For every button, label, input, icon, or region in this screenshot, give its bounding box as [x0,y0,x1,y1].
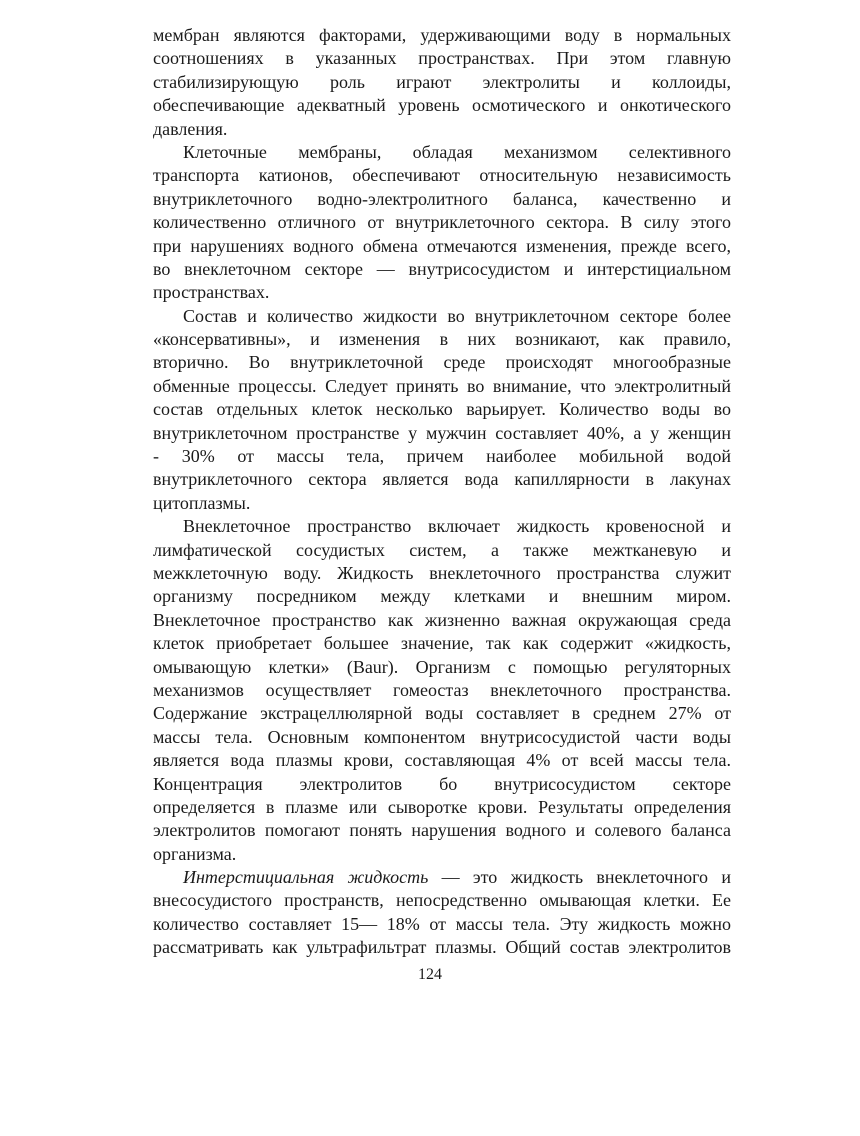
text-line: механизмов осуществляет гомеостаз внеклеточного пространства. [153,679,731,700]
text-line [153,866,731,889]
text-line: стабилизирующую роль играют электролиты и коллоиды, [153,71,731,92]
paragraph-2 [153,141,731,305]
text-line: соотношениях в указанных пространствах. При этом главную [153,48,731,69]
page-number: 124 [418,966,442,983]
text-line: лимфатической сосудистых систем, а также межтканевую и [153,539,731,560]
paragraph-3 [153,305,731,516]
italic-term: Интерстициальная жидкость [183,867,429,888]
text-line: рассматривать как ультрафильтрат плазмы. Общий состав электролитов [153,937,731,958]
text-line: вторично. Во внутриклеточной среде происходят многообразные [153,352,731,373]
text-line: количество составляет 15— 18% от массы тела. Эту жидкость можно [153,913,731,934]
text-line: мембран являются факторами, удерживающими воду в нормальных [153,25,731,45]
text-line: при нарушениях водного обмена отмечаются изменения, прежде всего, [153,235,731,256]
text-line: организма. [153,843,237,864]
text-line: межклеточную воду. Жидкость внеклеточного пространства служит [153,562,731,583]
text-line: во внеклеточном секторе — внутрисосудистом и интерстициальном [153,258,731,279]
text-line: является вода плазмы крови, составляющая 4% от всей массы тела. [153,750,731,771]
text-line: состав отдельных клеток несколько варьирует. Количество воды во [153,399,731,420]
text-line: обеспечивающие адекватный уровень осмотического и онкотического [153,95,731,116]
paragraph-1 [153,24,731,141]
text-line: Внеклеточное пространство как жизненно важная окружающая среда [153,609,731,630]
text-line: Концентрация электролитов бо внутрисосудистом секторе [153,773,731,794]
text-line: «консервативны», и изменения в них возникают, как правило, [153,329,731,350]
text-fragment: — это жидкость внеклеточного и [428,867,731,888]
text-line: цитоплазмы. [153,492,251,513]
text-line: внутриклеточном пространстве у мужчин составляет 40%, а у женщин [153,422,731,443]
text-line: внутриклеточного водно-электролитного баланса, качественно и [153,188,731,209]
text-line: клеток приобретает большее значение, так как содержит «жидкость, [153,633,731,654]
text-line: Состав и количество жидкости во внутриклеточном секторе более [183,305,731,326]
text-line: электролитов помогают понять нарушения водного и солевого баланса [153,820,731,841]
text-line: Клеточные мембраны, обладая механизмом селективного [183,141,731,162]
text-line: массы тела. Основным компонентом внутрисосудистой части воды [153,726,731,747]
paragraph-4 [153,515,731,866]
text-line: внесосудистого пространств, непосредственно омывающая клетки. Ее [153,890,731,911]
text-line: Содержание экстрацеллюлярной воды составляет в среднем 27% от [153,703,731,724]
body-text [153,24,731,960]
text-line: внутриклеточного сектора является вода капиллярности в лакунах [153,469,731,490]
text-line: организму посредником между клетками и внешним миром. [153,586,731,607]
text-line: обменные процессы. Следует принять во внимание, что электролитный [153,375,731,396]
text-line: транспорта катионов, обеспечивают относительную независимость [153,165,731,186]
text-line: Внеклеточное пространство включает жидкость кровеносной и [183,516,731,537]
paragraph-5 [153,866,731,960]
text-line: количественно отличного от внутриклеточного сектора. В силу этого [153,212,731,233]
text-line: омывающую клетки» (Baur). Организм с помощью регуляторных [153,656,731,677]
text-line: пространствах. [153,282,270,303]
text-line: - 30% от массы тела, причем наиболее мобильной водой [153,446,731,467]
text-line: давления. [153,118,228,139]
text-line: определяется в плазме или сыворотке крови. Результаты определения [153,796,731,817]
